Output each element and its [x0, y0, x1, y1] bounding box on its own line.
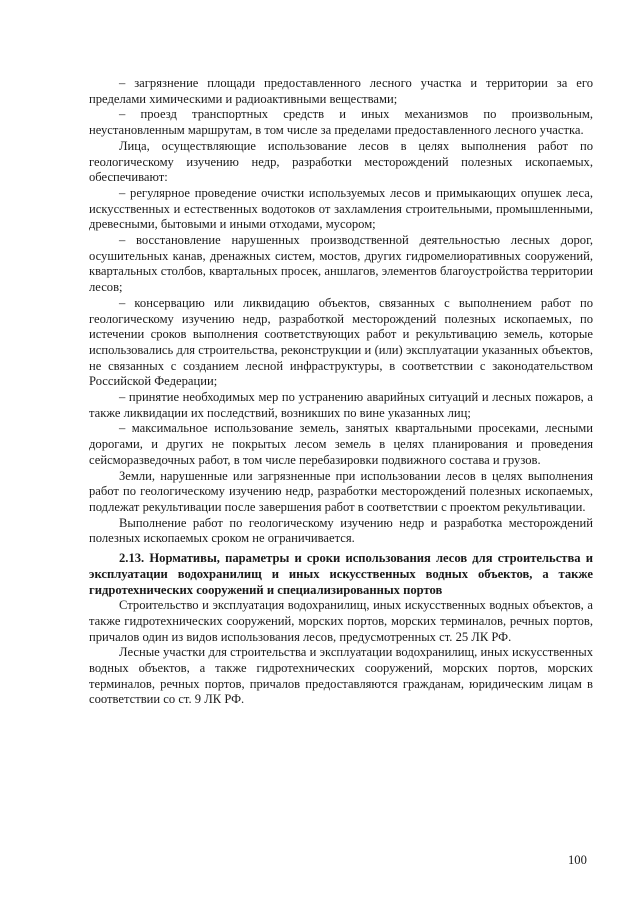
document-page [89, 76, 593, 708]
list-item: – восстановление нарушенных производственной деятельностью лесных дорог, осушительных канав, дренажных систем, мостов, других гидромелиоративных сооружений, квартальных столбов, квартальных просек, аншлагов, элементов благоустройства территории лесов; [89, 233, 593, 295]
body-paragraph: Лица, осуществляющие использование лесов в целях выполнения работ по геологическому изучению недр, разработки месторождений полезных ископаемых, обеспечивают: [89, 138, 593, 185]
page-number: 100 [568, 853, 587, 867]
list-item: – максимальное использование земель, занятых квартальными просеками, лесными дорогами, и других не покрытых лесом земель в целях планирования и проведения сейсморазведочных работ, в том числе перебазировки подвижного состава и грузов. [89, 421, 593, 467]
body-paragraph: Строительство и эксплуатация водохранилищ, иных искусственных водных объектов, а также гидротехнических сооружений, морских портов, морских терминалов, речных портов, причалов один из видов использования лесов, предусмотренных ст. 25 ЛК РФ. [89, 598, 593, 644]
list-item: – регулярное проведение очистки используемых лесов и примыкающих опушек леса, искусственных и естественных водотоков от захламления строительными, промышленными, древесными, бытовыми и иными отходами, мусором; [89, 185, 593, 232]
body-paragraph: Земли, нарушенные или загрязненные при использовании лесов в целях выполнения работ по геологическому изучению недр, разработки месторождений полезных ископаемых, подлежат рекультивации после завершения работ в соответствии с проектом рекультивации. [89, 468, 593, 514]
list-item: – загрязнение площади предоставленного лесного участка и территории за его пределами химическими и радиоактивными веществами; [89, 76, 593, 106]
list-item: – принятие необходимых мер по устранению аварийных ситуаций и лесных пожаров, а также ликвидации их последствий, возникших по вине указанных лиц; [89, 390, 593, 420]
list-item: – консервацию или ликвидацию объектов, связанных с выполнением работ по геологическому изучению недр, разработкой месторождений полезных ископаемых, по истечении сроков выполнения соответствующих работ и рекультивацию земель, которые использовались для строительства, реконструкции и (или) эксплуатации указанных объектов, не связанных с созданием лесной инфраструктуры, в соответствии с законодательством Российской Федерации; [89, 295, 593, 389]
section-heading: 2.13. Нормативы, параметры и сроки использования лесов для строительства и эксплуатации водохранилищ и иных искусственных водных объектов, а также гидротехнических сооружений и специализированных портов [89, 551, 593, 597]
body-paragraph: Выполнение работ по геологическому изучению недр и разработка месторождений полезных ископаемых сроком не ограничивается. [89, 515, 593, 546]
list-item: – проезд транспортных средств и иных механизмов по произвольным, неустановленным маршрутам, в том числе за пределами предоставленного лесного участка. [89, 107, 593, 138]
body-paragraph: Лесные участки для строительства и эксплуатации водохранилищ, иных искусственных водных объектов, а также гидротехнических сооружений, морских портов, морских терминалов, речных портов, причалов предоставляются гражданам, юридическим лицам в соответствии со ст. 9 ЛК РФ. [89, 645, 593, 707]
